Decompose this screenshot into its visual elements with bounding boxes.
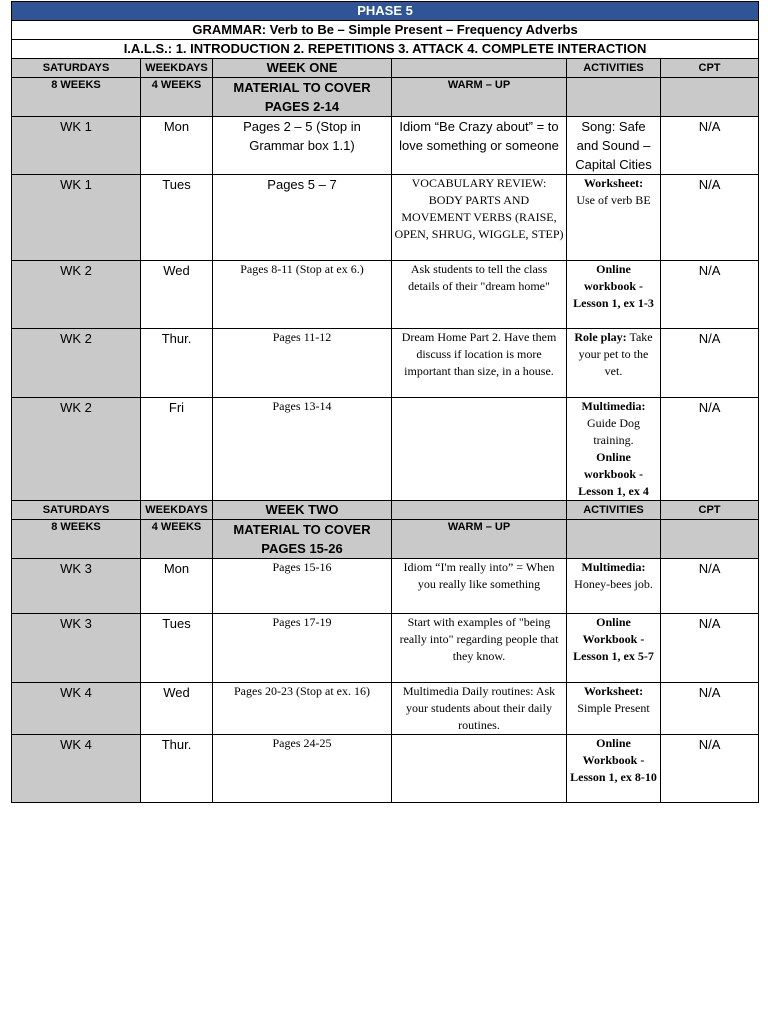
activity-cell xyxy=(567,329,661,398)
day-cell: Thur. xyxy=(141,735,213,803)
activity-label: Online workbook - Lesson 1, ex 4 xyxy=(578,450,649,498)
material-to-cover: MATERIAL TO COVER PAGES 15-26 xyxy=(213,520,392,559)
pages-cell: Pages 5 – 7 xyxy=(213,175,392,261)
col-blank xyxy=(392,501,567,520)
activity-label: Multimedia: xyxy=(581,560,646,574)
pages-cell: Pages 24-25 xyxy=(213,735,392,803)
grammar-banner: GRAMMAR: Verb to Be – Simple Present – Frequency Adverbs xyxy=(12,21,759,40)
activity-cell xyxy=(567,683,661,735)
cpt-cell: N/A xyxy=(661,735,759,803)
activity-text: Simple Present xyxy=(577,701,650,715)
activity-cell xyxy=(567,175,661,261)
activity-label: Role play: xyxy=(574,330,627,344)
warmup-cell: Multimedia Daily routines: Ask your students about their daily routines. xyxy=(392,683,567,735)
wk-cell: WK 4 xyxy=(12,683,141,735)
activity-text: Use of verb BE xyxy=(576,193,651,207)
week-title: WEEK ONE xyxy=(213,59,392,78)
col-cpt: CPT xyxy=(661,59,759,78)
activity-cell xyxy=(567,398,661,501)
table-row xyxy=(12,261,759,329)
wk-cell: WK 3 xyxy=(12,614,141,683)
col-warm-up: WARM – UP xyxy=(392,520,567,559)
warmup-cell: Ask students to tell the class details of their "dream home" xyxy=(392,261,567,329)
wk-cell: WK 1 xyxy=(12,117,141,175)
pages-cell: Pages 13-14 xyxy=(213,398,392,501)
cpt-cell: N/A xyxy=(661,261,759,329)
wk-cell: WK 3 xyxy=(12,559,141,614)
day-cell: Wed xyxy=(141,261,213,329)
activity-cell xyxy=(567,614,661,683)
day-cell: Tues xyxy=(141,175,213,261)
activity-text: Guide Dog training. xyxy=(587,416,640,447)
header-row xyxy=(12,78,759,117)
activity-cell xyxy=(567,735,661,803)
warmup-cell: VOCABULARY REVIEW: BODY PARTS AND MOVEMENT VERBS (RAISE, OPEN, SHRUG, WIGGLE, STEP) xyxy=(392,175,567,261)
wk-cell: WK 2 xyxy=(12,261,141,329)
cpt-cell: N/A xyxy=(661,117,759,175)
table-row xyxy=(12,683,759,735)
col-8-weeks: 8 WEEKS xyxy=(12,78,141,117)
warmup-cell: Start with examples of "being really into" regarding people that they know. xyxy=(392,614,567,683)
activity-cell xyxy=(567,261,661,329)
activity-text: Song: Safe and Sound – Capital Cities xyxy=(575,119,652,172)
table-row xyxy=(12,175,759,261)
activity-cell xyxy=(567,559,661,614)
col-warm-up: WARM – UP xyxy=(392,78,567,117)
col-saturdays: SATURDAYS xyxy=(12,501,141,520)
pages-cell: Pages 20-23 (Stop at ex. 16) xyxy=(213,683,392,735)
col-4-weeks: 4 WEEKS xyxy=(141,78,213,117)
activity-label: Worksheet: xyxy=(583,684,644,698)
activity-label: Online Workbook - Lesson 1, ex 8-10 xyxy=(570,736,657,784)
day-cell: Thur. xyxy=(141,329,213,398)
wk-cell: WK 1 xyxy=(12,175,141,261)
header-row xyxy=(12,520,759,559)
week-title: WEEK TWO xyxy=(213,501,392,520)
table-row xyxy=(12,398,759,501)
table-row xyxy=(12,559,759,614)
activity-label: Worksheet: xyxy=(583,176,644,190)
table-row xyxy=(12,329,759,398)
table-row xyxy=(12,117,759,175)
table-row xyxy=(12,735,759,803)
wk-cell: WK 2 xyxy=(12,398,141,501)
header-row xyxy=(12,501,759,520)
activity-label: Multimedia: xyxy=(581,399,646,413)
warmup-cell: Dream Home Part 2. Have them discuss if location is more important than size, in a house. xyxy=(392,329,567,398)
cpt-cell: N/A xyxy=(661,683,759,735)
day-cell: Wed xyxy=(141,683,213,735)
col-weekdays: WEEKDAYS xyxy=(141,59,213,78)
activity-text: Honey-bees job. xyxy=(574,577,653,591)
day-cell: Fri xyxy=(141,398,213,501)
pages-cell: Pages 15-16 xyxy=(213,559,392,614)
col-blank xyxy=(392,59,567,78)
schedule-table xyxy=(11,1,759,803)
pages-cell: Pages 17-19 xyxy=(213,614,392,683)
col-8-weeks: 8 WEEKS xyxy=(12,520,141,559)
table-row xyxy=(12,614,759,683)
activity-label: Online Workbook - Lesson 1, ex 5-7 xyxy=(573,615,654,663)
pages-cell: Pages 11-12 xyxy=(213,329,392,398)
cpt-cell: N/A xyxy=(661,329,759,398)
header-row xyxy=(12,59,759,78)
pages-cell: Pages 8-11 (Stop at ex 6.) xyxy=(213,261,392,329)
col-weekdays: WEEKDAYS xyxy=(141,501,213,520)
material-to-cover: MATERIAL TO COVER PAGES 2-14 xyxy=(213,78,392,117)
pages-cell: Pages 2 – 5 (Stop in Grammar box 1.1) xyxy=(213,117,392,175)
cpt-cell: N/A xyxy=(661,398,759,501)
ials-banner: I.A.L.S.: 1. INTRODUCTION 2. REPETITIONS 3. ATTACK 4. COMPLETE INTERACTION xyxy=(12,40,759,59)
col-4-weeks: 4 WEEKS xyxy=(141,520,213,559)
col-saturdays: SATURDAYS xyxy=(12,59,141,78)
cpt-cell: N/A xyxy=(661,614,759,683)
day-cell: Mon xyxy=(141,117,213,175)
cpt-cell: N/A xyxy=(661,559,759,614)
activity-text: Take your pet to the vet. xyxy=(578,330,653,378)
col-cpt: CPT xyxy=(661,501,759,520)
col-activities: ACTIVITIES xyxy=(567,59,661,78)
activity-label: Online workbook - Lesson 1, ex 1-3 xyxy=(573,262,654,310)
warmup-cell xyxy=(392,735,567,803)
wk-cell: WK 4 xyxy=(12,735,141,803)
wk-cell: WK 2 xyxy=(12,329,141,398)
warmup-cell: Idiom “I'm really into” = When you really like something xyxy=(392,559,567,614)
cpt-cell: N/A xyxy=(661,175,759,261)
col-activities: ACTIVITIES xyxy=(567,501,661,520)
warmup-cell: Idiom “Be Crazy about” = to love something or someone xyxy=(392,117,567,175)
warmup-cell xyxy=(392,398,567,501)
phase-title: PHASE 5 xyxy=(12,2,759,21)
day-cell: Tues xyxy=(141,614,213,683)
activity-cell xyxy=(567,117,661,175)
day-cell: Mon xyxy=(141,559,213,614)
